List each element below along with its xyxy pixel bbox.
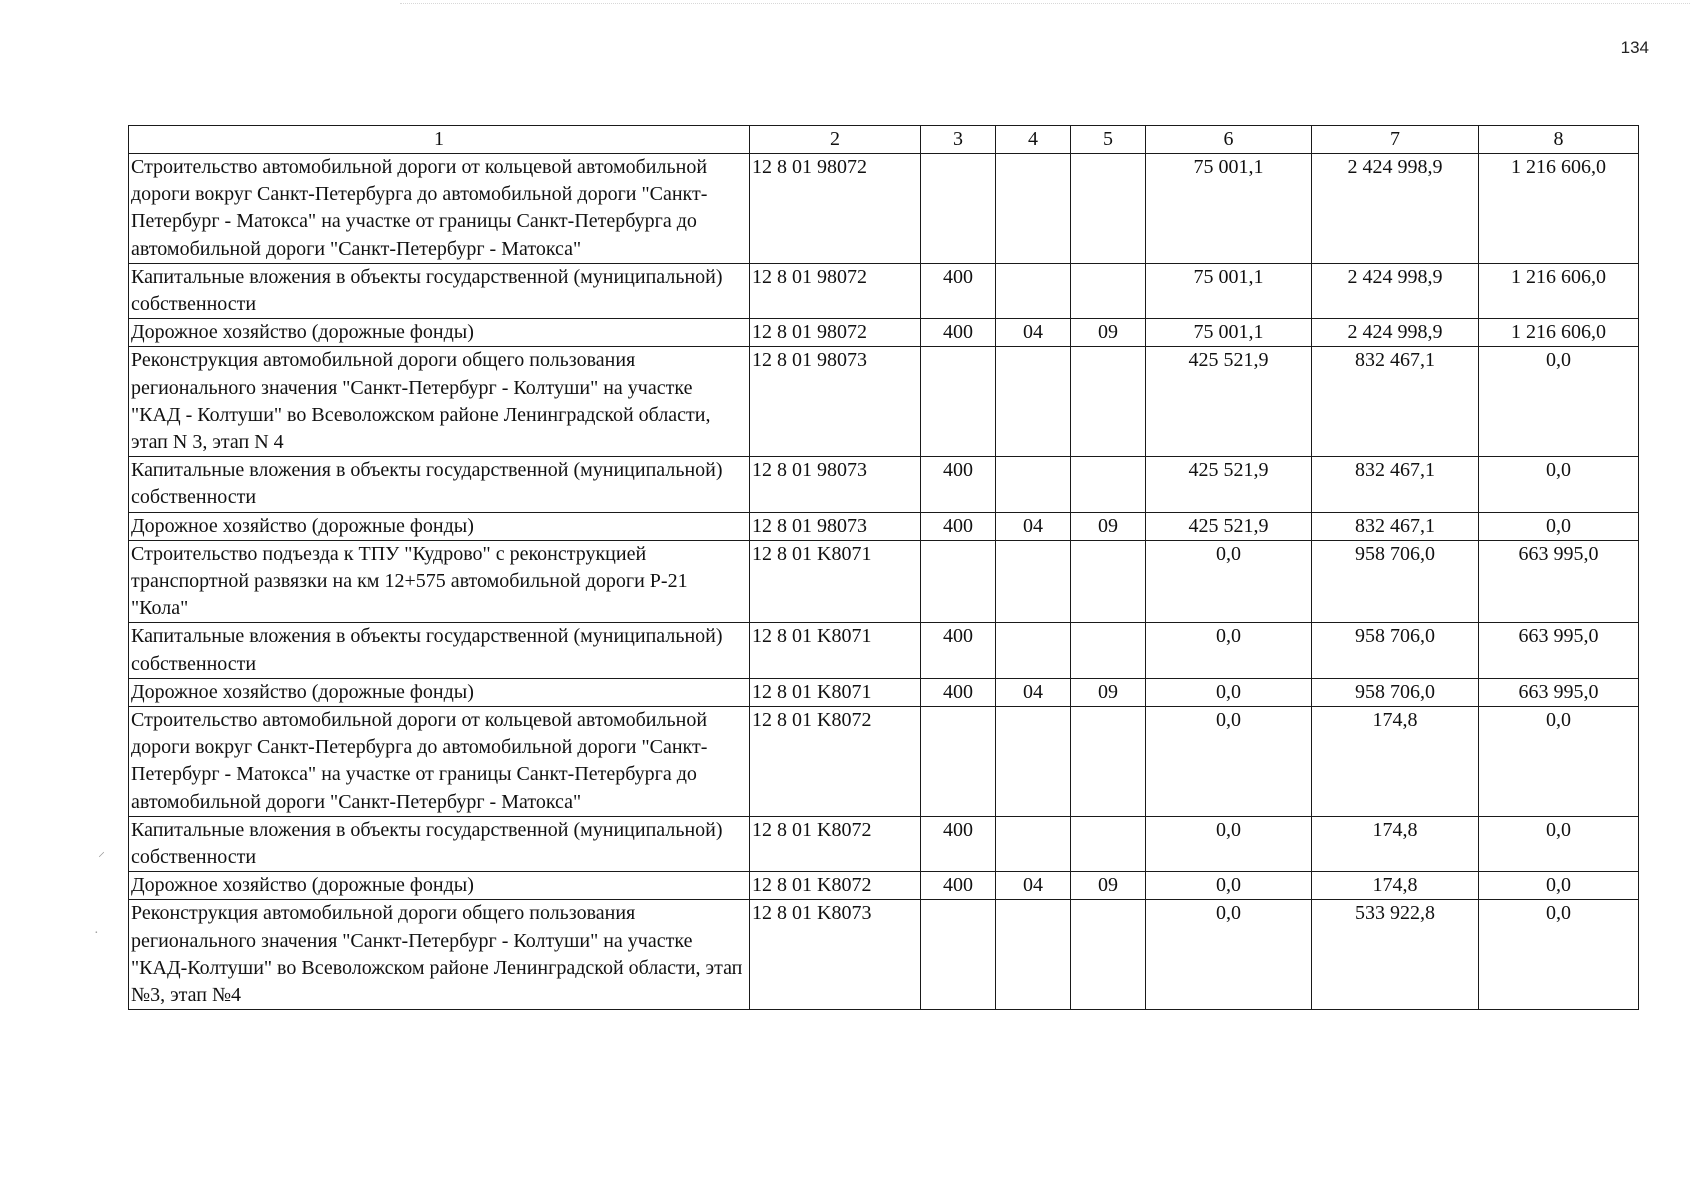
cell-amount-col-7: 958 706,0 bbox=[1312, 623, 1479, 678]
cell-section bbox=[996, 540, 1071, 623]
column-header: 6 bbox=[1146, 126, 1312, 154]
page-number: 134 bbox=[1620, 38, 1649, 57]
cell-amount-col-7: 2 424 998,9 bbox=[1312, 154, 1479, 264]
cell-item-name: Капитальные вложения в объекты государственной (муниципальной) собственности bbox=[129, 263, 750, 318]
cell-amount-col-6: 0,0 bbox=[1146, 872, 1312, 900]
column-header: 2 bbox=[750, 126, 921, 154]
column-header: 3 bbox=[921, 126, 996, 154]
cell-target-code: 12 8 01 98072 bbox=[750, 319, 921, 347]
cell-target-code: 12 8 01 K8073 bbox=[750, 900, 921, 1010]
cell-amount-col-6: 0,0 bbox=[1146, 816, 1312, 871]
table-row bbox=[129, 457, 1639, 512]
cell-amount-col-8: 0,0 bbox=[1479, 707, 1639, 817]
cell-subsection bbox=[1071, 707, 1146, 817]
cell-amount-col-8: 0,0 bbox=[1479, 457, 1639, 512]
cell-item-name: Дорожное хозяйство (дорожные фонды) bbox=[129, 678, 750, 706]
column-header: 5 bbox=[1071, 126, 1146, 154]
cell-amount-col-8: 1 216 606,0 bbox=[1479, 154, 1639, 264]
cell-amount-col-6: 75 001,1 bbox=[1146, 319, 1312, 347]
cell-amount-col-7: 174,8 bbox=[1312, 707, 1479, 817]
cell-subsection bbox=[1071, 154, 1146, 264]
cell-item-name: Строительство подъезда к ТПУ "Кудрово" с реконструкцией транспортной развязки на км 12+575 автомобильной дороги Р-21 "Кола" bbox=[129, 540, 750, 623]
budget-table bbox=[128, 125, 1639, 1010]
cell-item-name: Реконструкция автомобильной дороги общего пользования регионального значения "Санкт-Петербург - Колтуши" на участке "КАД - Колтуши" во Всеволожском районе Ленинградской области, этап N 3, этап N 4 bbox=[129, 347, 750, 457]
cell-expense-type: 400 bbox=[921, 512, 996, 540]
cell-subsection bbox=[1071, 900, 1146, 1010]
cell-subsection: 09 bbox=[1071, 319, 1146, 347]
table-row bbox=[129, 540, 1639, 623]
cell-subsection bbox=[1071, 623, 1146, 678]
cell-item-name: Строительство автомобильной дороги от кольцевой автомобильной дороги вокруг Санкт-Петербурга до автомобильной дороги "Санкт-Петербург - Матокса" на участке от границы Санкт-Петербурга до автомобильной дороги "Санкт-Петербург - Матокса" bbox=[129, 154, 750, 264]
cell-section: 04 bbox=[996, 872, 1071, 900]
cell-amount-col-7: 832 467,1 bbox=[1312, 347, 1479, 457]
table-row bbox=[129, 816, 1639, 871]
cell-expense-type bbox=[921, 540, 996, 623]
cell-amount-col-8: 0,0 bbox=[1479, 512, 1639, 540]
cell-amount-col-7: 174,8 bbox=[1312, 816, 1479, 871]
cell-subsection bbox=[1071, 263, 1146, 318]
cell-amount-col-6: 425 521,9 bbox=[1146, 347, 1312, 457]
cell-target-code: 12 8 01 K8071 bbox=[750, 540, 921, 623]
cell-section bbox=[996, 154, 1071, 264]
table-row bbox=[129, 872, 1639, 900]
scan-speck: ⸝ bbox=[98, 845, 105, 860]
cell-amount-col-8: 1 216 606,0 bbox=[1479, 319, 1639, 347]
cell-expense-type: 400 bbox=[921, 457, 996, 512]
cell-expense-type bbox=[921, 347, 996, 457]
cell-amount-col-6: 425 521,9 bbox=[1146, 512, 1312, 540]
header-row bbox=[129, 126, 1639, 154]
cell-amount-col-6: 425 521,9 bbox=[1146, 457, 1312, 512]
cell-section bbox=[996, 347, 1071, 457]
cell-section bbox=[996, 707, 1071, 817]
table-body bbox=[129, 154, 1639, 1010]
cell-expense-type: 400 bbox=[921, 263, 996, 318]
cell-amount-col-7: 2 424 998,9 bbox=[1312, 263, 1479, 318]
cell-expense-type: 400 bbox=[921, 319, 996, 347]
cell-item-name: Капитальные вложения в объекты государственной (муниципальной) собственности bbox=[129, 623, 750, 678]
cell-section bbox=[996, 263, 1071, 318]
cell-amount-col-7: 832 467,1 bbox=[1312, 457, 1479, 512]
cell-expense-type bbox=[921, 900, 996, 1010]
cell-section: 04 bbox=[996, 512, 1071, 540]
table-row bbox=[129, 900, 1639, 1010]
cell-expense-type: 400 bbox=[921, 816, 996, 871]
scan-speck: · bbox=[94, 926, 99, 941]
cell-item-name: Строительство автомобильной дороги от кольцевой автомобильной дороги вокруг Санкт-Петербурга до автомобильной дороги "Санкт-Петербург - Матокса" на участке от границы Санкт-Петербурга до автомобильной дороги "Санкт-Петербург - Матокса" bbox=[129, 707, 750, 817]
cell-amount-col-8: 0,0 bbox=[1479, 900, 1639, 1010]
cell-item-name: Капитальные вложения в объекты государственной (муниципальной) собственности bbox=[129, 457, 750, 512]
cell-item-name: Реконструкция автомобильной дороги общего пользования регионального значения "Санкт-Петербург - Колтуши" на участке "КАД-Колтуши" во Всеволожском районе Ленинградской области, этап №3, этап №4 bbox=[129, 900, 750, 1010]
cell-expense-type: 400 bbox=[921, 623, 996, 678]
cell-target-code: 12 8 01 K8071 bbox=[750, 623, 921, 678]
cell-section bbox=[996, 816, 1071, 871]
cell-amount-col-6: 0,0 bbox=[1146, 707, 1312, 817]
table-row bbox=[129, 623, 1639, 678]
cell-target-code: 12 8 01 K8072 bbox=[750, 816, 921, 871]
cell-subsection bbox=[1071, 816, 1146, 871]
cell-amount-col-6: 75 001,1 bbox=[1146, 263, 1312, 318]
cell-target-code: 12 8 01 K8071 bbox=[750, 678, 921, 706]
table-row bbox=[129, 512, 1639, 540]
cell-amount-col-7: 174,8 bbox=[1312, 872, 1479, 900]
cell-target-code: 12 8 01 98073 bbox=[750, 457, 921, 512]
cell-target-code: 12 8 01 98073 bbox=[750, 347, 921, 457]
column-header: 4 bbox=[996, 126, 1071, 154]
cell-amount-col-6: 75 001,1 bbox=[1146, 154, 1312, 264]
table-row bbox=[129, 319, 1639, 347]
cell-item-name: Дорожное хозяйство (дорожные фонды) bbox=[129, 512, 750, 540]
cell-amount-col-8: 0,0 bbox=[1479, 347, 1639, 457]
table-row bbox=[129, 678, 1639, 706]
cell-expense-type: 400 bbox=[921, 872, 996, 900]
cell-subsection: 09 bbox=[1071, 512, 1146, 540]
cell-target-code: 12 8 01 K8072 bbox=[750, 872, 921, 900]
cell-expense-type bbox=[921, 154, 996, 264]
cell-amount-col-7: 533 922,8 bbox=[1312, 900, 1479, 1010]
table-row bbox=[129, 707, 1639, 817]
cell-section bbox=[996, 900, 1071, 1010]
cell-amount-col-8: 0,0 bbox=[1479, 872, 1639, 900]
cell-amount-col-7: 958 706,0 bbox=[1312, 540, 1479, 623]
cell-amount-col-6: 0,0 bbox=[1146, 900, 1312, 1010]
cell-amount-col-7: 2 424 998,9 bbox=[1312, 319, 1479, 347]
cell-amount-col-6: 0,0 bbox=[1146, 540, 1312, 623]
cell-item-name: Дорожное хозяйство (дорожные фонды) bbox=[129, 872, 750, 900]
cell-amount-col-7: 958 706,0 bbox=[1312, 678, 1479, 706]
cell-item-name: Капитальные вложения в объекты государственной (муниципальной) собственности bbox=[129, 816, 750, 871]
cell-expense-type: 400 bbox=[921, 678, 996, 706]
cell-target-code: 12 8 01 98072 bbox=[750, 154, 921, 264]
table-row bbox=[129, 263, 1639, 318]
cell-target-code: 12 8 01 K8072 bbox=[750, 707, 921, 817]
cell-amount-col-8: 1 216 606,0 bbox=[1479, 263, 1639, 318]
cell-amount-col-6: 0,0 bbox=[1146, 678, 1312, 706]
column-header: 1 bbox=[129, 126, 750, 154]
cell-subsection bbox=[1071, 457, 1146, 512]
cell-section bbox=[996, 457, 1071, 512]
cell-amount-col-8: 663 995,0 bbox=[1479, 623, 1639, 678]
cell-section: 04 bbox=[996, 678, 1071, 706]
cell-item-name: Дорожное хозяйство (дорожные фонды) bbox=[129, 319, 750, 347]
cell-target-code: 12 8 01 98072 bbox=[750, 263, 921, 318]
cell-target-code: 12 8 01 98073 bbox=[750, 512, 921, 540]
scan-edge-line bbox=[400, 3, 1690, 4]
cell-amount-col-8: 663 995,0 bbox=[1479, 540, 1639, 623]
cell-expense-type bbox=[921, 707, 996, 817]
cell-subsection: 09 bbox=[1071, 872, 1146, 900]
cell-amount-col-8: 0,0 bbox=[1479, 816, 1639, 871]
column-header: 7 bbox=[1312, 126, 1479, 154]
cell-amount-col-7: 832 467,1 bbox=[1312, 512, 1479, 540]
table-row bbox=[129, 347, 1639, 457]
cell-amount-col-8: 663 995,0 bbox=[1479, 678, 1639, 706]
cell-subsection bbox=[1071, 540, 1146, 623]
cell-subsection: 09 bbox=[1071, 678, 1146, 706]
cell-section bbox=[996, 623, 1071, 678]
cell-section: 04 bbox=[996, 319, 1071, 347]
table-row bbox=[129, 154, 1639, 264]
cell-subsection bbox=[1071, 347, 1146, 457]
cell-amount-col-6: 0,0 bbox=[1146, 623, 1312, 678]
column-header: 8 bbox=[1479, 126, 1639, 154]
